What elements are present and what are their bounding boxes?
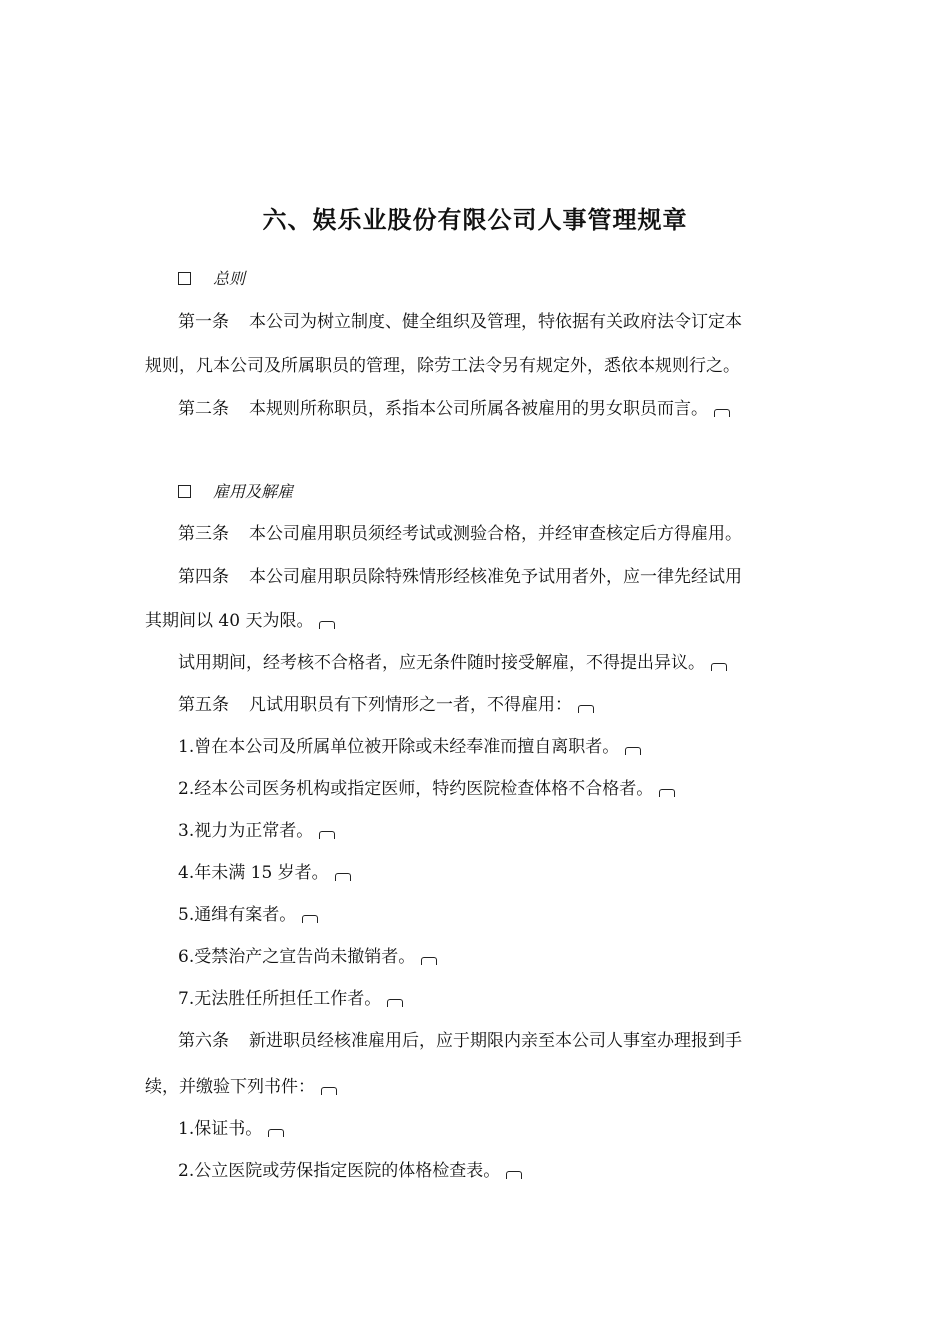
return-mark-icon [302, 915, 318, 923]
article-4-line-1 [178, 565, 742, 589]
article-6-line-1 [178, 1029, 742, 1053]
return-mark-icon [319, 621, 335, 629]
article-number: 第五条 [178, 695, 229, 715]
article-number: 第一条 [178, 312, 229, 332]
article-5-line-1 [178, 693, 594, 717]
list-item: 7.无法胜任所担任工作者。 [178, 987, 403, 1011]
article-3-line-1 [178, 522, 742, 546]
article-4-line-2: 其期间以 40 天为限。 [145, 609, 335, 633]
list-item: 5.通缉有案者。 [178, 903, 318, 927]
return-mark-icon [387, 999, 403, 1007]
article-number: 第二条 [178, 399, 229, 419]
article-6-line-2: 续，并缴验下列书件： [145, 1075, 337, 1099]
checkbox-icon [178, 485, 191, 498]
article-1-line-2: 规则，凡本公司及所属职员的管理，除劳工法令另有规定外，悉依本规则行之。 [145, 356, 740, 376]
section-heading-employment: 雇用及解雇 [178, 480, 293, 504]
article-text: 凡试用职员有下列情形之一者，不得雇用： [249, 695, 572, 715]
article-text: 本公司雇用职员须经考试或测验合格，并经审查核定后方得雇用。 [249, 524, 742, 544]
article-text: 本公司雇用职员除特殊情形经核准免予试用者外，应一律先经试用 [249, 567, 742, 587]
return-mark-icon [421, 957, 437, 965]
article-text: 新进职员经核准雇用后，应于期限内亲至本公司人事室办理报到手 [249, 1031, 742, 1051]
return-mark-icon [506, 1171, 522, 1179]
return-mark-icon [268, 1129, 284, 1137]
list-item: 6.受禁治产之宣告尚未撤销者。 [178, 945, 437, 969]
return-mark-icon [578, 705, 594, 713]
return-mark-icon [335, 873, 351, 881]
list-item: 1.保证书。 [178, 1117, 284, 1141]
section-heading-general: 总则 [178, 267, 245, 291]
article-4-line-3: 试用期间，经考核不合格者，应无条件随时接受解雇，不得提出异议。 [178, 651, 727, 675]
return-mark-icon [659, 789, 675, 797]
checkbox-icon [178, 272, 191, 285]
return-mark-icon [625, 747, 641, 755]
list-item: 1.曾在本公司及所属单位被开除或未经奉准而擅自离职者。 [178, 735, 641, 759]
return-mark-icon [321, 1087, 337, 1095]
return-mark-icon [319, 831, 335, 839]
article-2-line-1 [178, 397, 730, 421]
list-item: 4.年未满 15 岁者。 [178, 861, 351, 885]
list-item: 2.公立医院或劳保指定医院的体格检查表。 [178, 1159, 522, 1183]
article-1-line-1 [178, 310, 742, 334]
list-item: 3.视力为正常者。 [178, 819, 335, 843]
article-text: 本公司为树立制度、健全组织及管理，特依据有关政府法令订定本 [249, 312, 742, 332]
return-mark-icon [714, 409, 730, 417]
article-number: 第四条 [178, 567, 229, 587]
document-title: 六、娱乐业股份有限公司人事管理规章 [262, 205, 688, 234]
list-item: 2.经本公司医务机构或指定医师，特约医院检查体格不合格者。 [178, 777, 675, 801]
article-text: 本规则所称职员，系指本公司所属各被雇用的男女职员而言。 [249, 399, 708, 419]
return-mark-icon [711, 663, 727, 671]
article-number: 第六条 [178, 1031, 229, 1051]
article-number: 第三条 [178, 524, 229, 544]
